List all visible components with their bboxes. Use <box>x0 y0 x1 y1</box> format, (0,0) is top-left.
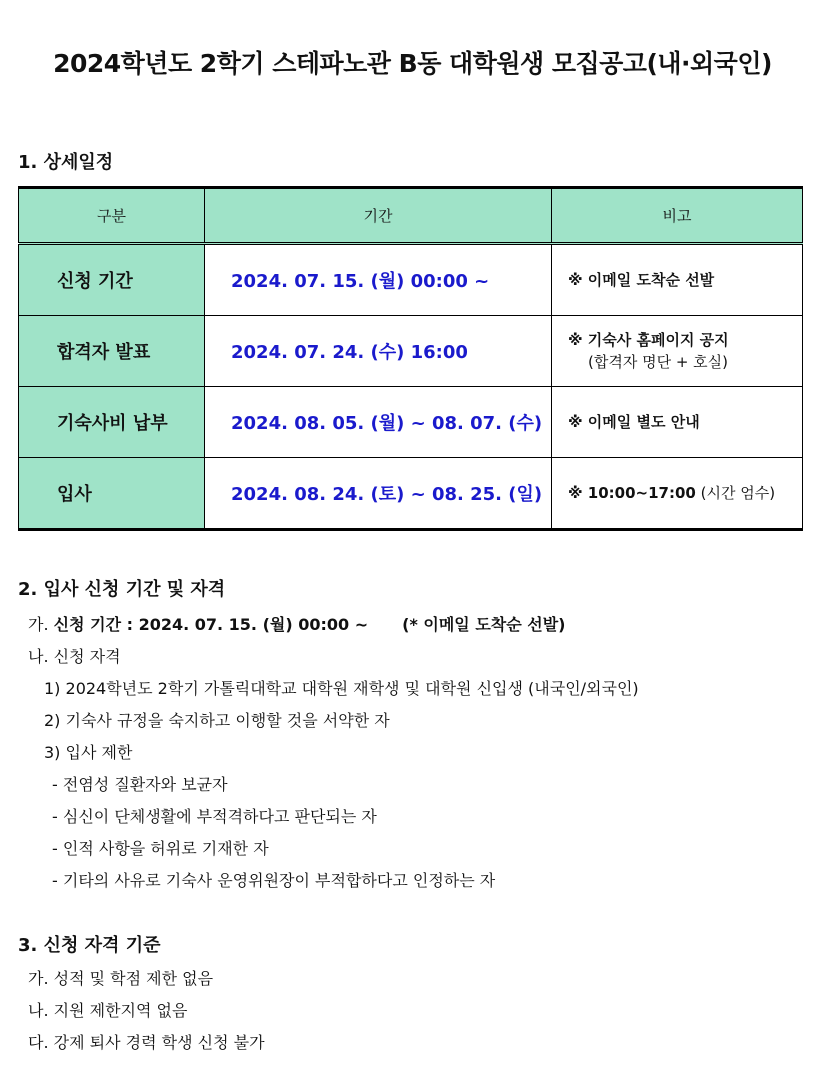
restriction-item: - 전염성 질환자와 보균자 <box>52 775 228 794</box>
note-cell <box>552 387 803 458</box>
period-cell: 2024. 08. 24. (토) ~ 08. 25. (일) <box>205 458 552 530</box>
restriction-item: - 인적 사항을 허위로 기재한 자 <box>52 839 269 858</box>
table-row <box>19 458 803 530</box>
criteria-item: 가. 성적 및 학점 제한 없음 <box>28 969 214 988</box>
category-cell: 기숙사비 납부 <box>19 387 205 458</box>
note-cell <box>552 244 803 316</box>
column-header: 기간 <box>205 188 552 244</box>
table-row <box>19 387 803 458</box>
restriction-item: - 기타의 사유로 기숙사 운영위원장이 부적합하다고 인정하는 자 <box>52 871 496 890</box>
note-main: ※ 이메일 별도 안내 <box>568 413 700 431</box>
application-period-line <box>28 612 566 635</box>
application-period: 신청 기간 : 2024. 07. 15. (월) 00:00 ~ <box>53 615 369 634</box>
period-cell: 2024. 07. 24. (수) 16:00 <box>205 316 552 387</box>
column-header: 구분 <box>19 188 205 244</box>
note-cell <box>552 316 803 387</box>
schedule-table <box>18 186 803 531</box>
period-cell: 2024. 08. 05. (월) ~ 08. 07. (수) <box>205 387 552 458</box>
application-period-note: (* 이메일 도착순 선발) <box>402 615 566 634</box>
eligibility-item: 3) 입사 제한 <box>44 743 133 762</box>
eligibility-item: 2) 기숙사 규정을 숙지하고 이행할 것을 서약한 자 <box>44 711 390 730</box>
column-header: 비고 <box>552 188 803 244</box>
criteria-item: 다. 강제 퇴사 경력 학생 신청 불가 <box>28 1033 265 1052</box>
note-main: ※ 10:00~17:00 <box>568 484 696 502</box>
section-heading-criteria: 3. 신청 자격 기준 <box>18 935 161 956</box>
category-cell: 신청 기간 <box>19 244 205 316</box>
category-cell: 합격자 발표 <box>19 316 205 387</box>
eligibility-item: 1) 2024학년도 2학기 가톨릭대학교 대학원 재학생 및 대학원 신입생 (내국인/외국인) <box>44 679 639 698</box>
item-prefix: 가. <box>28 615 54 634</box>
note-sub: (합격자 명단 + 호실) <box>588 353 729 371</box>
note-sub: (시간 엄수) <box>700 484 776 502</box>
section-heading-schedule: 1. 상세일정 <box>18 152 114 173</box>
page-title: 2024학년도 2학기 스테파노관 B동 대학원생 모집공고(내·외국인) <box>53 49 772 78</box>
table-row <box>19 316 803 387</box>
category-cell: 입사 <box>19 458 205 530</box>
criteria-item: 나. 지원 제한지역 없음 <box>28 1001 188 1020</box>
table-header-row <box>19 188 803 244</box>
note-main: ※ 기숙사 홈페이지 공지 <box>568 331 729 349</box>
note-cell <box>552 458 803 530</box>
period-cell: 2024. 07. 15. (월) 00:00 ~ <box>205 244 552 316</box>
table-row <box>19 244 803 316</box>
eligibility-heading: 나. 신청 자격 <box>28 647 121 666</box>
note-main: ※ 이메일 도착순 선발 <box>568 271 715 289</box>
section-heading-application: 2. 입사 신청 기간 및 자격 <box>18 579 226 600</box>
restriction-item: - 심신이 단체생활에 부적격하다고 판단되는 자 <box>52 807 377 826</box>
